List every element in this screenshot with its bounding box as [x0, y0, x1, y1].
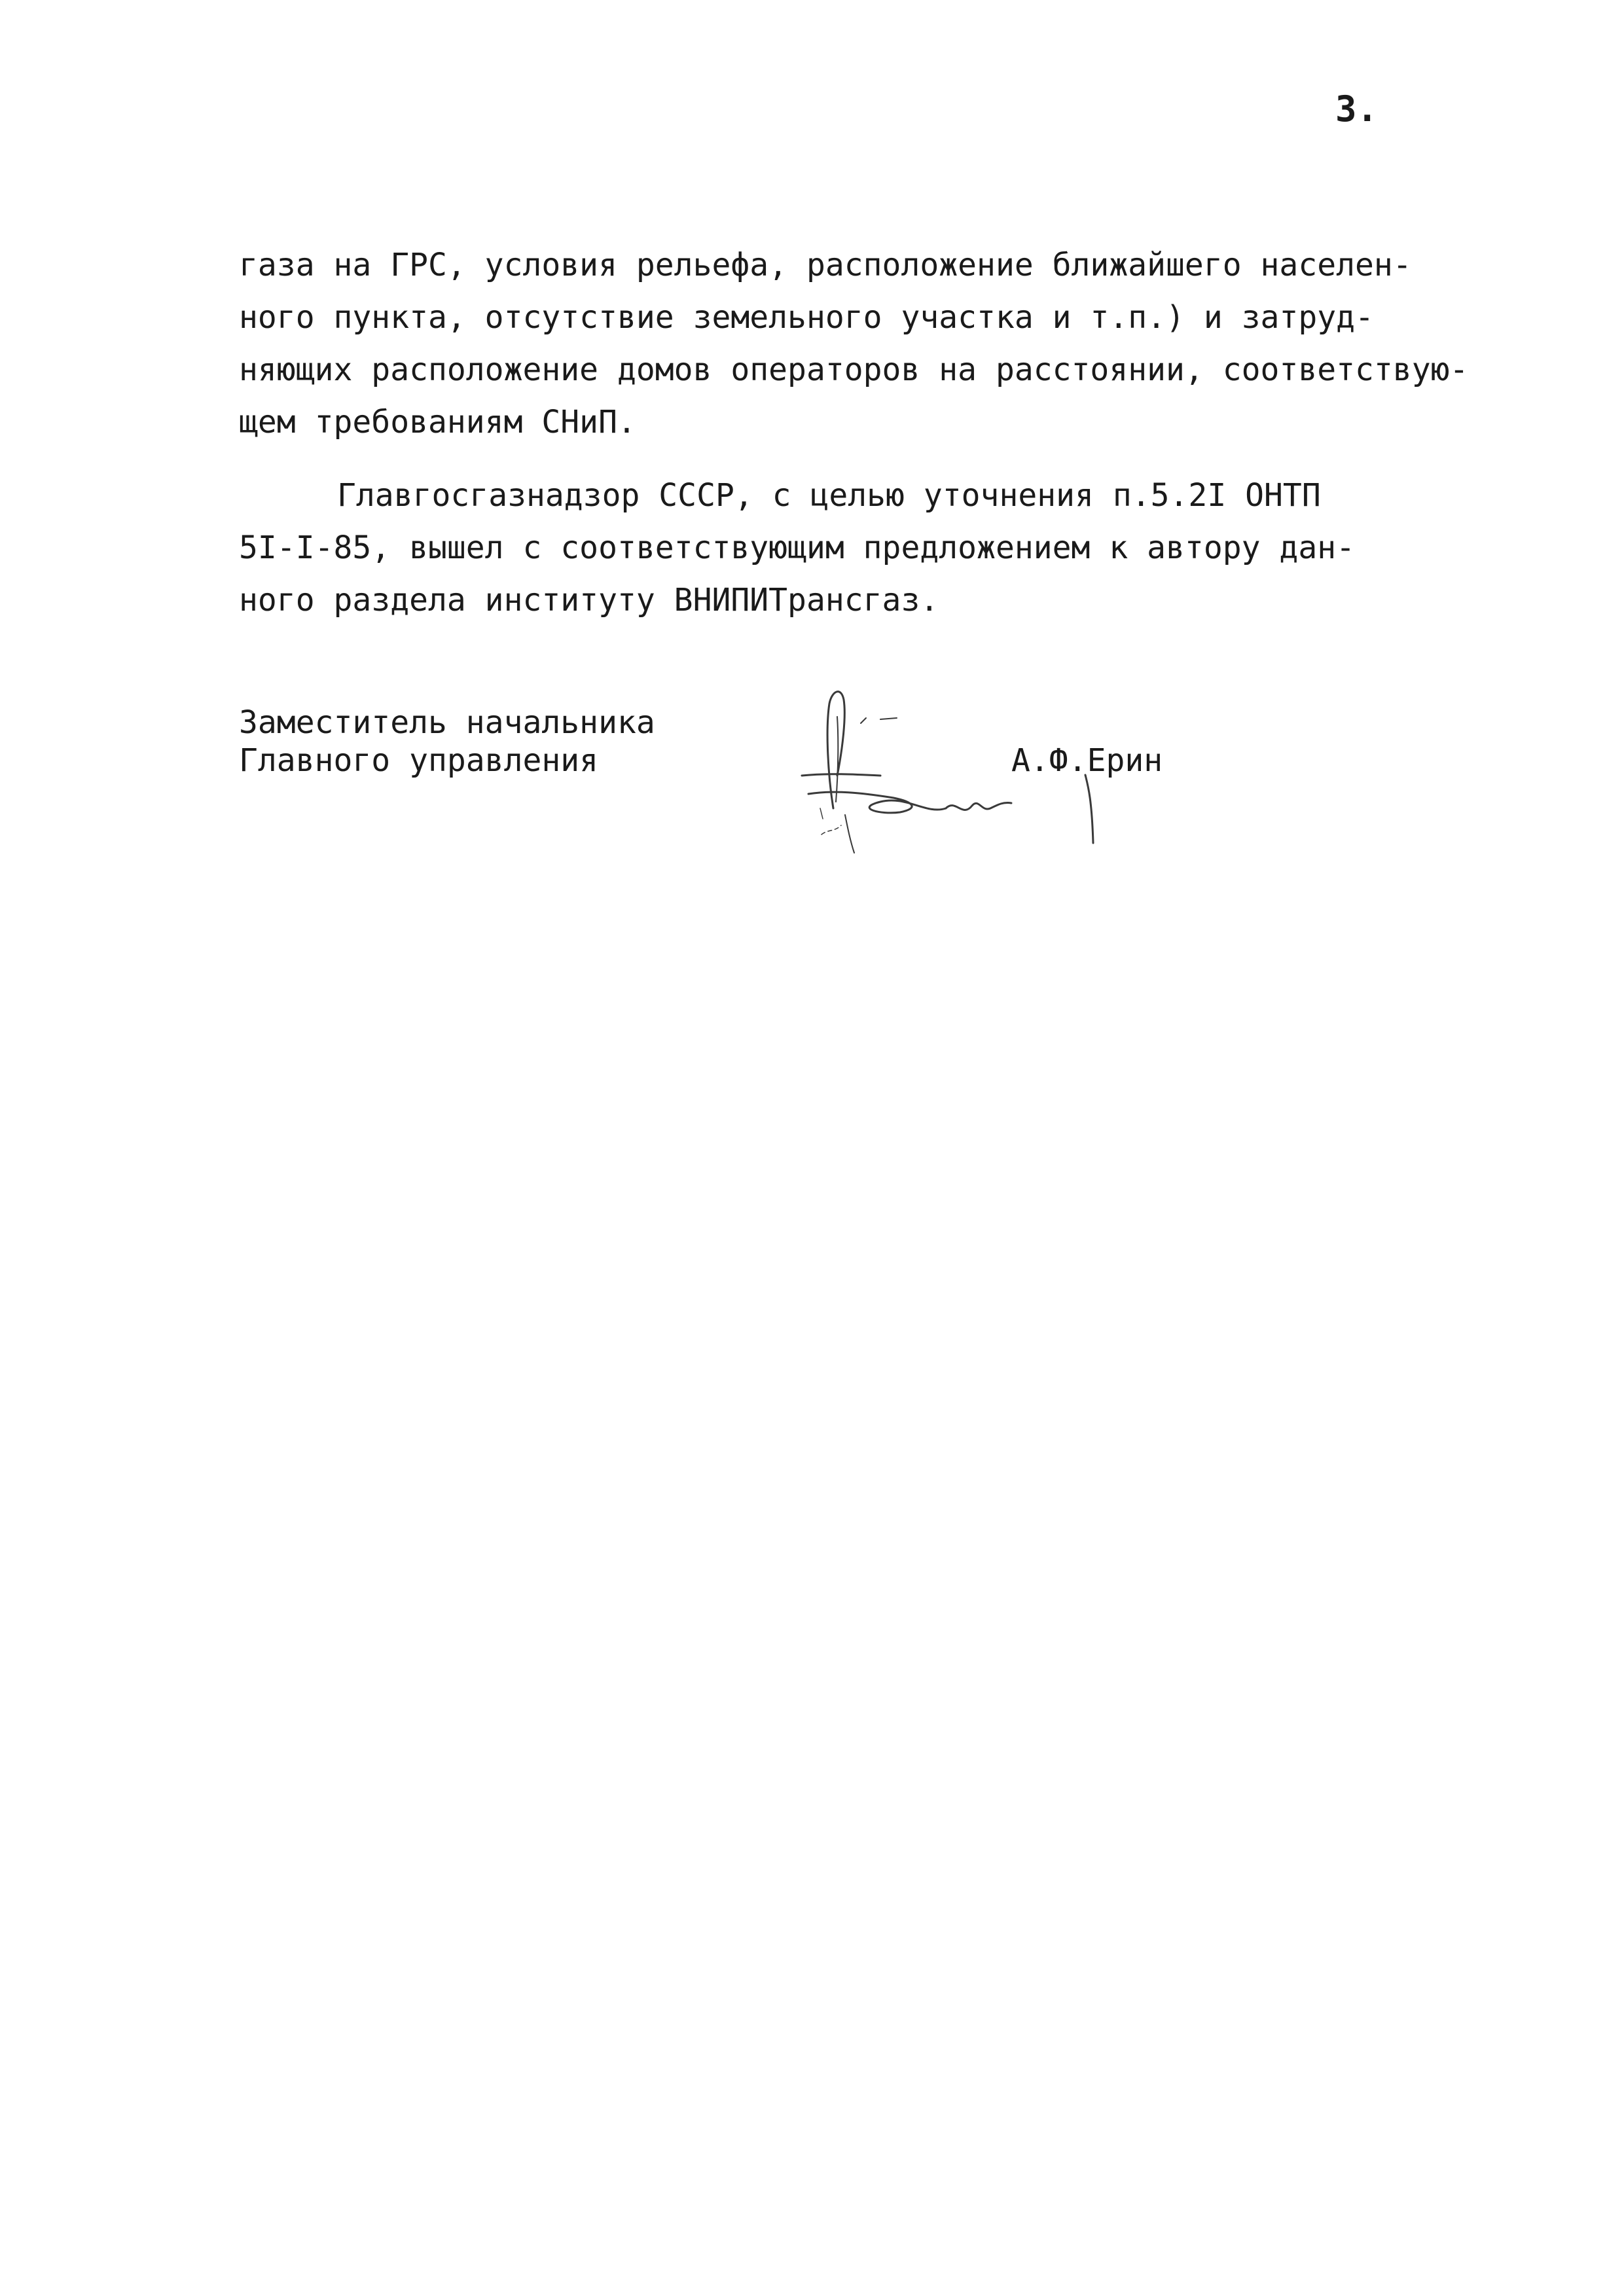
- signer-name: А.Ф.Ерин: [1011, 742, 1163, 779]
- text-line: няющих расположение домов операторов на расстоянии, соответствую-: [239, 351, 1469, 388]
- text-line: Главгосгазнадзор СССР, с целью уточнения п.5.2I ОНТП: [337, 477, 1321, 514]
- paragraph-1: [239, 239, 1522, 448]
- paragraph-2: [239, 469, 1522, 626]
- text-line: щем требованиям СНиП.: [239, 404, 636, 440]
- letter-body: [239, 239, 1522, 626]
- text-line: 5I-I-85, вышел с соответствующим предложением к автору дан-: [239, 529, 1356, 566]
- text-line: газа на ГРС, условия рельефа, расположение ближайшего населен-: [239, 247, 1412, 283]
- text-line: ного раздела институту ВНИПИТрансгаз.: [239, 582, 939, 619]
- signatory-title: [239, 704, 655, 780]
- signatory-title-line: Заместитель начальника: [239, 704, 655, 741]
- handwritten-signature: [782, 677, 1031, 854]
- paragraph-spacer: [239, 448, 1522, 469]
- signature-descender: [1080, 772, 1100, 844]
- text-line: ного пункта, отсутствие земельного участка и т.п.) и затруд-: [239, 299, 1374, 336]
- signatory-title-line: Главного управления: [239, 742, 599, 779]
- page-number: 3.: [1335, 88, 1379, 130]
